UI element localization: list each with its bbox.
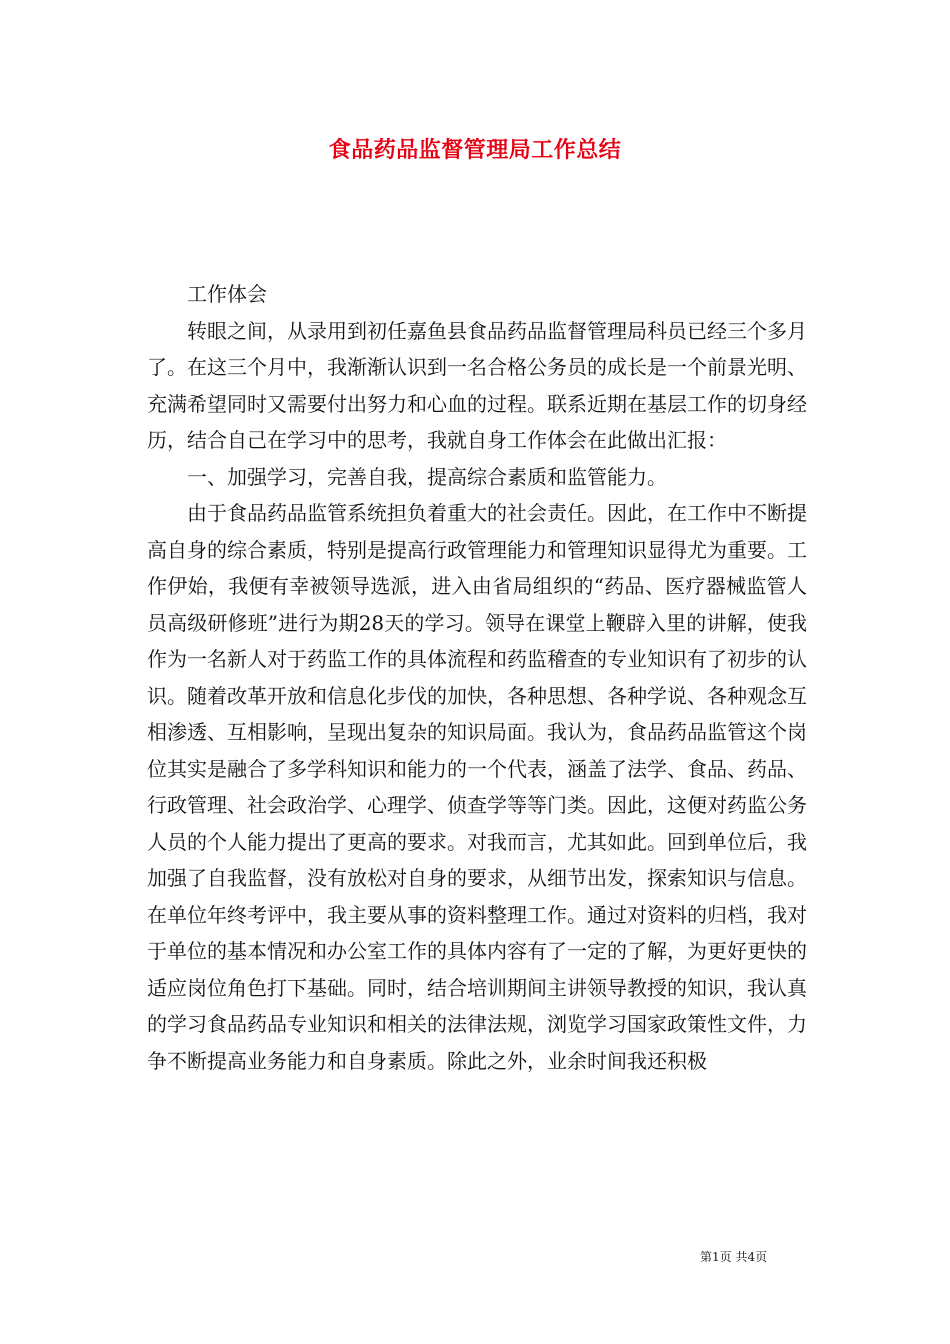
paragraph-intro: 转眼之间，从录用到初任嘉鱼县食品药品监督管理局科员已经三个多月了。在这三个月中，我渐渐认识到一名合格公务员的成长是一个前景光明、充满希望同时又需要付出努力和心血的过程。联系近期在基层工作的切身经历，结合自己在学习中的思考，我就自身工作体会在此做出汇报： [147,318,807,452]
paragraph-body: 由于食品药品监管系统担负着重大的社会责任。因此，在工作中不断提高自身的综合素质，特别是提高行政管理能力和管理知识显得尤为重要。工作伊始，我便有幸被领导选派，进入由省局组织的“药品、医疗器械监管人员高级研修班”进行为期28天的学习。领导在课堂上鞭辟入里的讲解，使我作为一名新人对于药监工作的具体流程和药监稽查的专业知识有了初步的认识。随着改革开放和信息化步伐的加快，各种思想、各种学说、各种观念互相渗透、互相影响，呈现出复杂的知识局面。我认为，食品药品监管这个岗位其实是融合了多学科知识和能力的一个代表，涵盖了法学、食品、药品、行政管理、社会政治学、心理学、侦查学等等门类。因此，这便对药监公务人员的个人能力提出了更高的要求。对我而言，尤其如此。回到单位后，我加强了自我监督，没有放松对自身的要求，从细节出发，探索知识与信息。在单位年终考评中，我主要从事的资料整理工作。通过对资料的归档，我对于单位的基本情况和办公室工作的具体内容有了一定的了解，为更好更快的适应岗位角色打下基础。同时，结合培训期间主讲领导教授的知识，我认真的学习食品药品专业知识和相关的法律法规，浏览学习国家政策性文件，力争不断提高业务能力和自身素质。除此之外，业余时间我还积极 [147,501,807,1073]
document-title: 食品药品监督管理局工作总结 [328,137,622,163]
page-number: 第1页 共4页 [700,1250,768,1264]
paragraph-point-heading: 一、加强学习，完善自我，提高综合素质和监管能力。 [187,464,667,489]
document-body [147,276,807,1079]
section-heading: 工作体会 [187,282,267,306]
